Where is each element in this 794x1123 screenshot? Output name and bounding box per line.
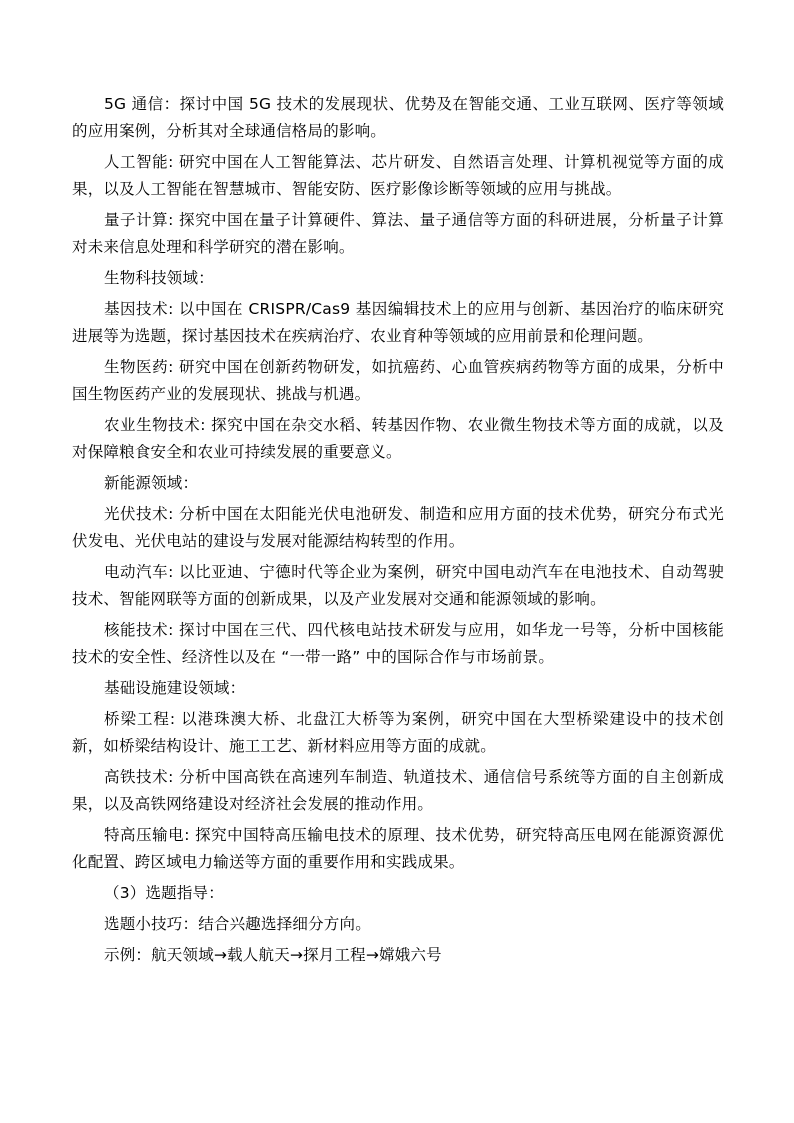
paragraph-nuclear: 核能技术: 探讨中国在三代、四代核电站技术研发与应用，如华龙一号等，分析中国核能技术的安全性、经济性以及在 “一带一路” 中的国际合作与市场前景。 <box>72 621 724 666</box>
section-heading-new-energy: 新能源领域： <box>104 474 199 492</box>
paragraph-gene: 基因技术: 以中国在 CRISPR/Cas9 基因编辑技术上的应用与创新、基因治疗的临床研究进展等为选题，探讨基因技术在疾病治疗、农业育种等领域的应用前景和伦理问题。 <box>72 300 724 345</box>
section-heading-guidance: （3）选题指导： <box>104 884 224 902</box>
paragraph-uhv: 特高压输电: 探究中国特高压输电技术的原理、技术优势，研究特高压电网在能源资源优化配置、跨区域电力输送等方面的重要作用和实践成果。 <box>72 826 724 871</box>
paragraph-photovoltaic: 光伏技术: 分析中国在太阳能光伏电池研发、制造和应用方面的技术优势，研究分布式光伏发电、光伏电站的建设与发展对能源结构转型的作用。 <box>72 505 724 550</box>
paragraph-tip: 选题小技巧：结合兴趣选择细分方向。 <box>104 915 371 933</box>
paragraph-biomedicine: 生物医药: 研究中国在创新药物研发，如抗癌药、心血管疾病药物等方面的成果，分析中国生物医药产业的发展现状、挑战与机遇。 <box>72 358 724 403</box>
paragraph-agri-biotech: 农业生物技术: 探究中国在杂交水稻、转基因作物、农业微生物技术等方面的成就，以及对保障粮食安全和农业可持续发展的重要意义。 <box>72 416 724 461</box>
section-heading-infrastructure: 基础设施建设领域： <box>104 679 246 697</box>
section-heading-biotech: 生物科技领域： <box>104 269 214 287</box>
paragraph-example: 示例：航天领域→载人航天→探月工程→嫦娥六号 <box>104 946 442 964</box>
paragraph-high-speed-rail: 高铁技术: 分析中国高铁在高速列车制造、轨道技术、通信信号系统等方面的自主创新成果，以及高铁网络建设对经济社会发展的推动作用。 <box>72 768 724 813</box>
paragraph-ai: 人工智能: 研究中国在人工智能算法、芯片研发、自然语言处理、计算机视觉等方面的成果，以及人工智能在智慧城市、智能安防、医疗影像诊断等领域的应用与挑战。 <box>72 153 724 198</box>
paragraph-5g: 5G 通信：探讨中国 5G 技术的发展现状、优势及在智能交通、工业互联网、医疗等领域的应用案例，分析其对全球通信格局的影响。 <box>72 95 724 140</box>
document-body <box>72 91 724 973</box>
paragraph-bridge: 桥梁工程: 以港珠澳大桥、北盘江大桥等为案例，研究中国在大型桥梁建设中的技术创新，如桥梁结构设计、施工工艺、新材料应用等方面的成就。 <box>72 710 724 755</box>
paragraph-quantum: 量子计算: 探究中国在量子计算硬件、算法、量子通信等方面的科研进展，分析量子计算对未来信息处理和科学研究的潜在影响。 <box>72 211 724 256</box>
paragraph-ev: 电动汽车: 以比亚迪、宁德时代等企业为案例，研究中国电动汽车在电池技术、自动驾驶技术、智能网联等方面的创新成果，以及产业发展对交通和能源领域的影响。 <box>72 563 724 608</box>
